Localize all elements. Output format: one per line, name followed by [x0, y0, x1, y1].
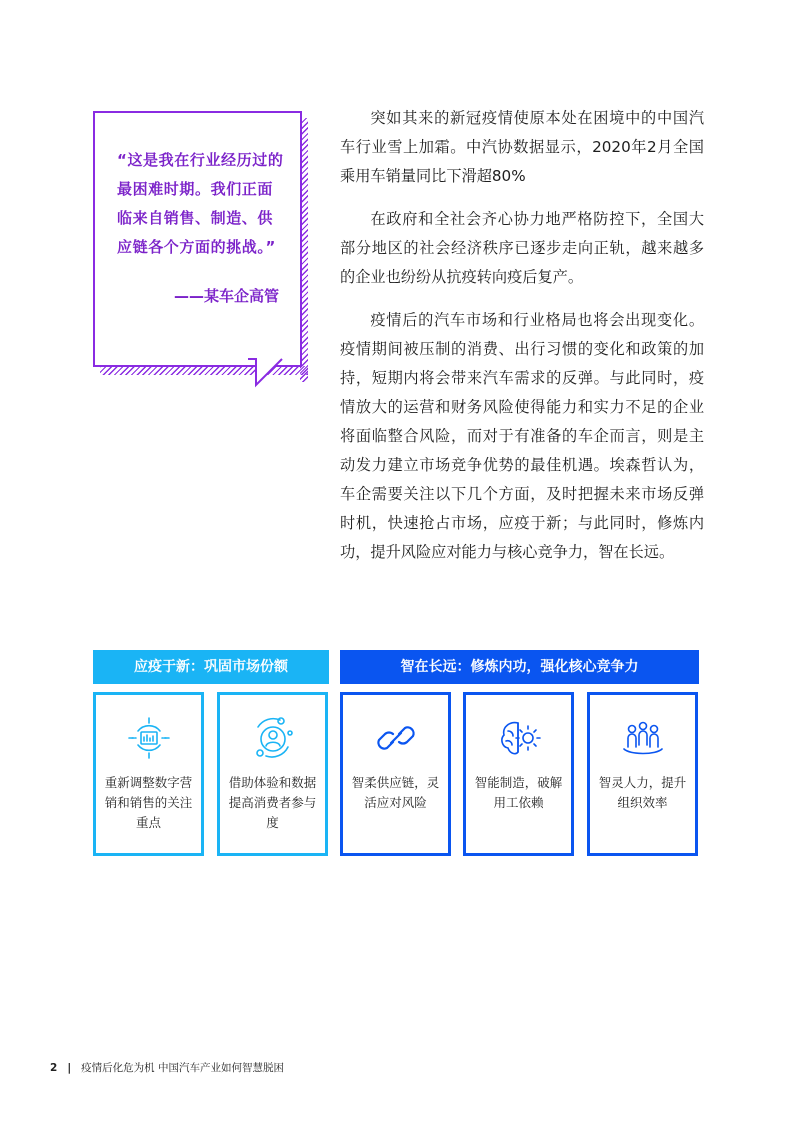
card-smart-manufacturing [463, 692, 574, 856]
card-label: 借助体验和数据提高消费者参与度 [228, 775, 317, 830]
page-footer [50, 1060, 284, 1075]
people-group-icon [620, 715, 666, 761]
footer-title: 疫情后化危为机 中国汽车产业如何智慧脱困 [81, 1062, 284, 1074]
card-consumer-engagement [217, 692, 328, 856]
footer-separator: | [67, 1062, 72, 1074]
card-label: 重新调整数字营销和销售的关注重点 [104, 775, 193, 830]
paragraph: 疫情后的汽车市场和行业格局也将会出现变化。疫情期间被压制的消费、出行习惯的变化和政策的加持，短期内将会带来汽车需求的反弹。与此同时，疫情放大的运营和财务风险使得能力和实力不足的企业将面临整合风险，而对于有准备的车企而言，则是主动发力建立市场竞争优势的最佳机遇。埃森哲认为，车企需要关注以下几个方面，及时把握未来市场反弹时机，快速抢占市场，应疫于新；与此同时，修炼内功，提升风险应对能力与核心竞争力，智在长远。 [340, 311, 704, 561]
card-label: 智能制造，破解用工依赖 [474, 775, 563, 810]
body-text [340, 104, 704, 581]
speech-bubble-tail-icon [246, 358, 284, 388]
card-digital-marketing [93, 692, 204, 856]
chain-link-icon [373, 715, 419, 761]
card-supply-chain [340, 692, 451, 856]
paragraph: 在政府和全社会齐心协力地严格防控下，全国大部分地区的社会经济秩序已逐步走向正轨，越来越多的企业也纷纷从抗疫转向疫后复产。 [340, 210, 704, 286]
quote-author: ——某车企高管 [173, 287, 279, 305]
brain-gear-icon [496, 715, 542, 761]
card-label: 智柔供应链，灵活应对风险 [351, 775, 440, 810]
target-chart-icon [126, 715, 172, 761]
user-orbit-icon [250, 715, 296, 761]
paragraph: 突如其来的新冠疫情使原本处在困境中的中国汽车行业雪上加霜。中汽协数据显示，2020年2月全国乘用车销量同比下滑超80% [340, 109, 704, 185]
card-smart-workforce [587, 692, 698, 856]
card-label: 智灵人力，提升组织效率 [598, 775, 687, 810]
section-header-right: 智在长远：修炼内功，强化核心竞争力 [340, 650, 699, 684]
page-number: 2 [50, 1062, 58, 1074]
quote-text: “这是我在行业经历过的最困难时期。我们正面临来自销售、制造、供应链各个方面的挑战。” [117, 151, 284, 256]
section-header-left: 应疫于新：巩固市场份额 [93, 650, 329, 684]
